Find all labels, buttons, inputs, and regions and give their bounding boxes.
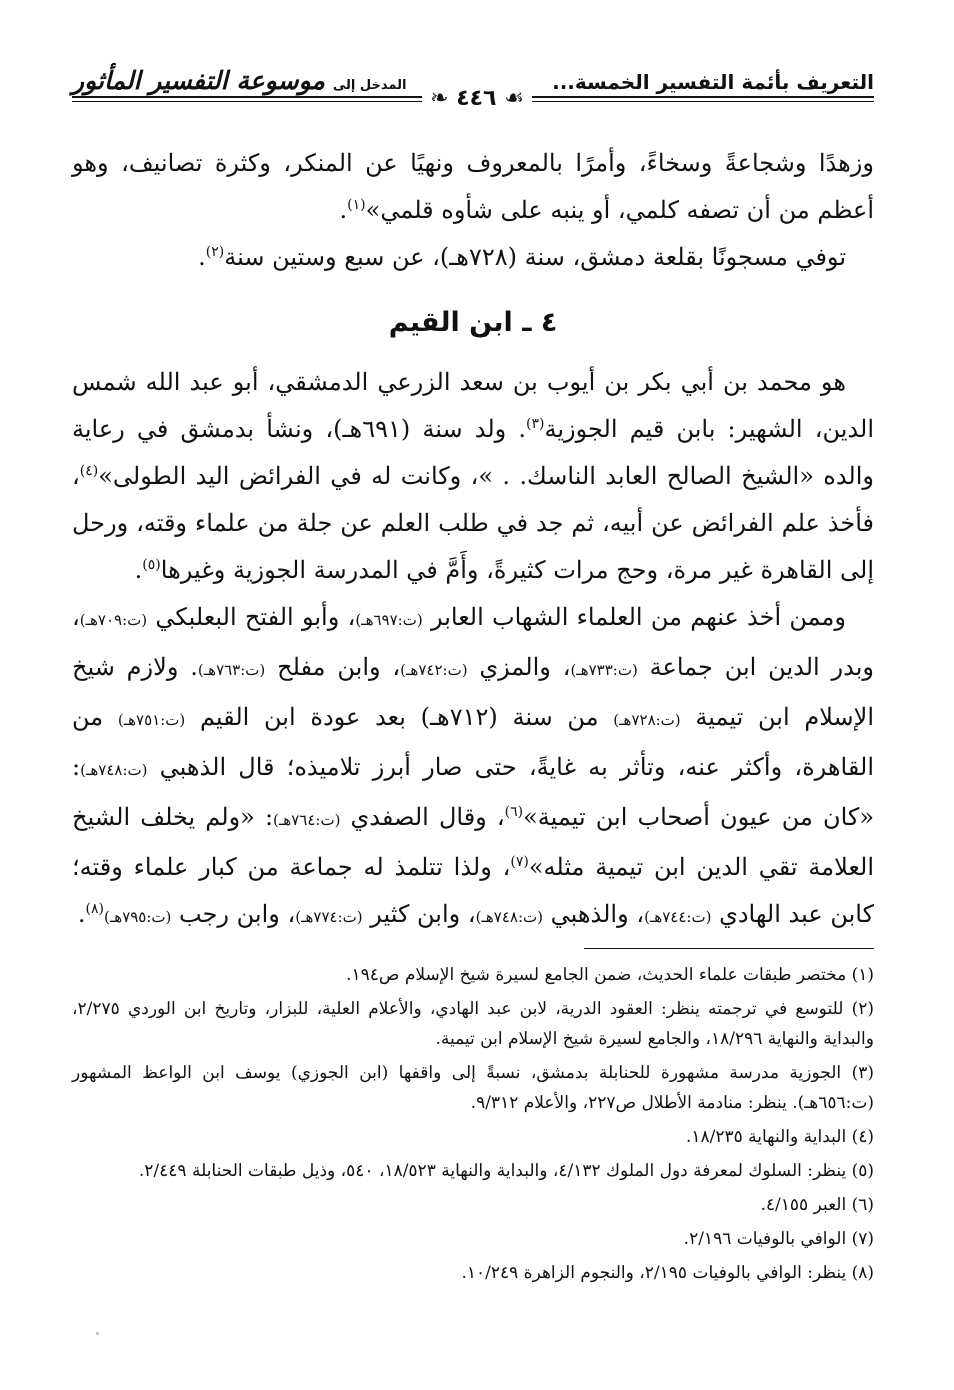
footnote-ref[interactable]: (٥) xyxy=(142,557,161,573)
page-number-value: ٤٤٦ xyxy=(456,86,497,111)
footnote-ref[interactable]: (٨) xyxy=(85,901,105,917)
footnote-ref[interactable]: (٦) xyxy=(504,804,524,820)
death-date: (ت:٧٠٩هـ) xyxy=(79,611,148,629)
series-prefix: المدخل إلى xyxy=(332,78,407,93)
death-date: (ت:٧٦٤هـ) xyxy=(273,811,341,829)
footnote: (١) مختصر طبقات علماء الحديث، ضمن الجامع لسيرة شيخ الإسلام ص١٩٤. xyxy=(346,965,874,985)
scan-speck xyxy=(96,1332,99,1335)
death-date: (ت:٧٩٥هـ) xyxy=(104,908,172,926)
death-date: (ت:٧٥١هـ) xyxy=(117,711,186,729)
footnote: (٢) للتوسع في ترجمته ينظر: العقود الدرية، لابن عبد الهادي، والأعلام العلية، للبزار، وتاريخ ابن الوردي ٢/٢٧٥، والبداية والنهاية ١٨/٢٩٦، والجامع لسيرة شيخ الإسلام ابن تيمية. xyxy=(72,999,874,1049)
footnote-ref[interactable]: (١) xyxy=(347,197,366,213)
ornament-left-icon: ❧ xyxy=(430,86,449,111)
page-number xyxy=(422,86,532,111)
footnote: (٨) ينظر: الوافي بالوفيات ٢/١٩٥، والنجوم الزاهرة ١٠/٢٤٩. xyxy=(461,1263,874,1283)
footnote-separator xyxy=(584,948,874,949)
footnotes xyxy=(72,960,874,1292)
footnote-ref[interactable]: (٢) xyxy=(205,244,225,260)
series-name: موسوعة التفسير المأثور xyxy=(72,66,325,95)
footnote: (٤) البداية والنهاية ١٨/٢٣٥. xyxy=(685,1127,874,1147)
paragraph: وممن أخذ عنهم من العلماء الشهاب العابر (ت:٦٩٧هـ)، وأبو الفتح البعلبكي (ت:٧٠٩هـ)، وبدر الدين ابن جماعة (ت:٧٣٣هـ)، والمزي (ت:٧٤٢هـ)، وابن مفلح (ت:٧٦٣هـ). ولازم شيخ الإسلام ابن تيمية (ت:٧٢٨هـ) من سنة (٧١٢هـ) بعد عودة ابن القيم (ت:٧٥١هـ) من القاهرة، وأكثر عنه، وتأثر به غايةً، حتى صار أبرز تلاميذه؛ قال الذهبي (ت:٧٤٨هـ): «كان من عيون أصحاب ابن تيمية»$^{(٦)}$، وقال الصفدي (ت:٧٦٤هـ): «ولم يخلف الشيخ العلامة تقي الدين ابن تيمية مثله»$^{(٧)}$، ولذا تتلمذ له جماعة من كبار علماء وقته؛ كابن عبد الهادي (ت:٧٤٤هـ)، والذهبي (ت:٧٤٨هـ)، وابن كثير (ت:٧٧٤هـ)، وابن رجب (ت:٧٩٥هـ)$^{(٨)}$. xyxy=(72,603,875,928)
footnote: (٣) الجوزية مدرسة مشهورة للحنابلة بدمشق، نسبةً إلى واقفها (ابن الجوزي) يوسف ابن الواعظ المشهور (ت:٦٥٦هـ). ينظر: منادمة الأطلال ص٢٢٧، والأعلام ٩/٣١٢. xyxy=(72,1063,874,1113)
paragraph: وزهدًا وشجاعةً وسخاءً، وأمرًا بالمعروف ونهيًا عن المنكر، وكثرة تصانيف، وهو أعظم من أن تصفه كلمي، أو ينبه على شأوه قلمي»$^{(١)}$. xyxy=(72,149,874,224)
death-date: (ت:٧٤٢هـ) xyxy=(400,661,468,679)
death-date: (ت:٧٢٨هـ) xyxy=(613,711,681,729)
death-date: (ت:٧٦٣هـ) xyxy=(197,661,266,679)
main-text xyxy=(72,140,874,941)
footnote-ref[interactable]: (٤) xyxy=(79,463,99,479)
death-date: (ت:٧٤٤هـ) xyxy=(644,908,712,926)
footnote-ref[interactable]: (٧) xyxy=(510,854,529,870)
section-heading: ٤ ـ ابن القيم xyxy=(388,307,558,338)
death-date: (ت:٦٩٧هـ) xyxy=(355,611,423,629)
death-date: (ت:٧٧٤هـ) xyxy=(295,908,363,926)
chapter-title: التعريف بأئمة التفسير الخمسة... xyxy=(552,70,874,94)
ornament-right-icon: ☙ xyxy=(504,86,524,111)
footnote: (٧) الوافي بالوفيات ٢/١٩٦. xyxy=(683,1229,874,1249)
series-title xyxy=(72,66,406,95)
footnote: (٥) ينظر: السلوك لمعرفة دول الملوك ٤/١٣٢، والبداية والنهاية ١٨/٥٢٣، ٥٤٠، وذيل طبقات الحنابلة ٢/٤٤٩. xyxy=(138,1161,874,1181)
paragraph: هو محمد بن أبي بكر بن أيوب بن سعد الزرعي الدمشقي، أبو عبد الله شمس الدين، الشهير: بابن قيم الجوزية$^{(٣)}$. ولد سنة (٦٩١هـ)، ونشأ بدمشق في رعاية والده «الشيخ الصالح العابد الناسك. . »، وكانت له في الفرائض اليد الطولى»$^{(٤)}$، فأخذ علم الفرائض عن أبيه، ثم جد في طلب العلم عن جلة من علماء وقته، ورحل إلى القاهرة غير مرة، وحج مرات كثيرةً، وأَمَّ في المدرسة الجوزية وغيرها$^{(٥)}$. xyxy=(72,368,875,584)
death-date: (ت:٧٤٨هـ) xyxy=(475,908,543,926)
death-date: (ت:٧٤٨هـ) xyxy=(80,761,148,779)
death-date: (ت:٧٣٣هـ) xyxy=(570,661,638,679)
footnote: (٦) العبر ٤/١٥٥. xyxy=(760,1195,874,1215)
paragraph: توفي مسجونًا بقلعة دمشق، سنة (٧٢٨هـ)، عن سبع وستين سنة$^{(٢)}$. xyxy=(198,243,846,271)
footnote-ref[interactable]: (٣) xyxy=(526,416,545,432)
